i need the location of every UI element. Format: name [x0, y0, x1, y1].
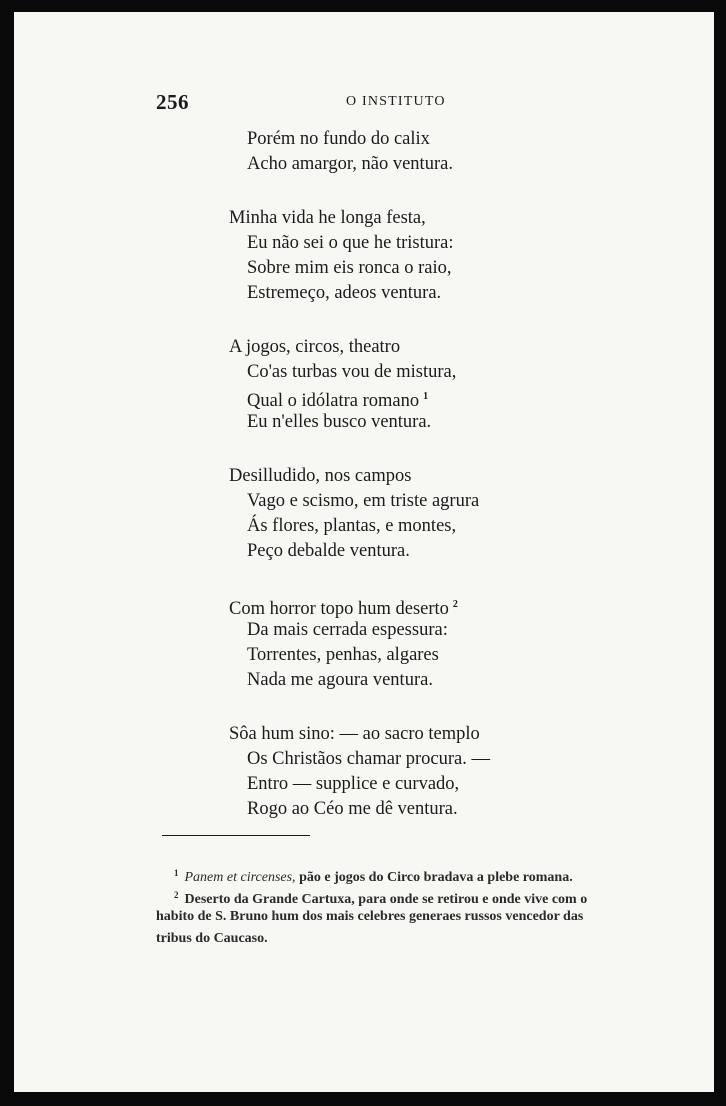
- poem-line-with-footnote: [229, 594, 458, 620]
- poem-line: Desilludido, nos campos: [229, 466, 412, 486]
- footnote-2-line-3: tribus do Caucaso.: [156, 931, 268, 946]
- poem-line: Peço debalde ventura.: [247, 541, 410, 561]
- footnote-1-text: pão e jogos do Circo bradava a plebe romana.: [299, 870, 573, 885]
- poem-line: Entro — supplice e curvado,: [247, 774, 460, 794]
- poem-line: Rogo ao Céo me dê ventura.: [247, 799, 458, 819]
- poem-line-with-footnote: [247, 386, 428, 412]
- footnote-divider: [162, 835, 310, 836]
- page-number: 256: [156, 90, 189, 114]
- poem-line: Eu n'elles busco ventura.: [247, 412, 432, 432]
- poem-line: Sôa hum sino: — ao sacro templo: [229, 724, 480, 744]
- poem-line: Nada me agoura ventura.: [247, 670, 433, 690]
- poem-line: Os Christãos chamar procura. —: [247, 749, 491, 769]
- footnote-marker-2: 2: [452, 599, 458, 610]
- poem-line: Torrentes, penhas, algares: [247, 645, 439, 665]
- poem-line: Vago e scismo, em triste agrura: [247, 491, 480, 511]
- poem-line: Minha vida he longa festa,: [229, 208, 426, 228]
- footnote-marker-1: 1: [423, 391, 429, 402]
- footnote-number-1: 1: [174, 868, 179, 878]
- poem-line: Estremeço, adeos ventura.: [247, 283, 442, 303]
- footnote-2-line-2: habito de S. Bruno hum dos mais celebres generaes russos vencedor das: [156, 909, 584, 924]
- poem-line: Co'as turbas vou de mistura,: [247, 362, 457, 382]
- running-title: O INSTITUTO: [346, 94, 446, 109]
- poem-line-text: Qual o idólatra romano: [247, 391, 420, 411]
- footnote-number-2: 2: [174, 890, 179, 900]
- poem-line: Porém no fundo do calix: [247, 129, 430, 149]
- footnote-1-italic: Panem et circenses,: [184, 870, 296, 885]
- poem-line: Acho amargor, não ventura.: [247, 154, 453, 174]
- poem-line: A jogos, circos, theatro: [229, 337, 401, 357]
- book-page: [14, 12, 714, 1092]
- poem-line-text: Com horror topo hum deserto: [229, 599, 449, 619]
- poem-line: Eu não sei o que he tristura:: [247, 233, 454, 253]
- poem-line: Sobre mim eis ronca o raio,: [247, 258, 452, 278]
- poem-line: Da mais cerrada espessura:: [247, 620, 448, 640]
- footnote-1: [174, 864, 573, 887]
- footnote-2: [174, 886, 587, 909]
- footnote-2-line-1: Deserto da Grande Cartuxa, para onde se retirou e onde vive com o: [184, 892, 588, 907]
- poem-line: Ás flores, plantas, e montes,: [247, 516, 457, 536]
